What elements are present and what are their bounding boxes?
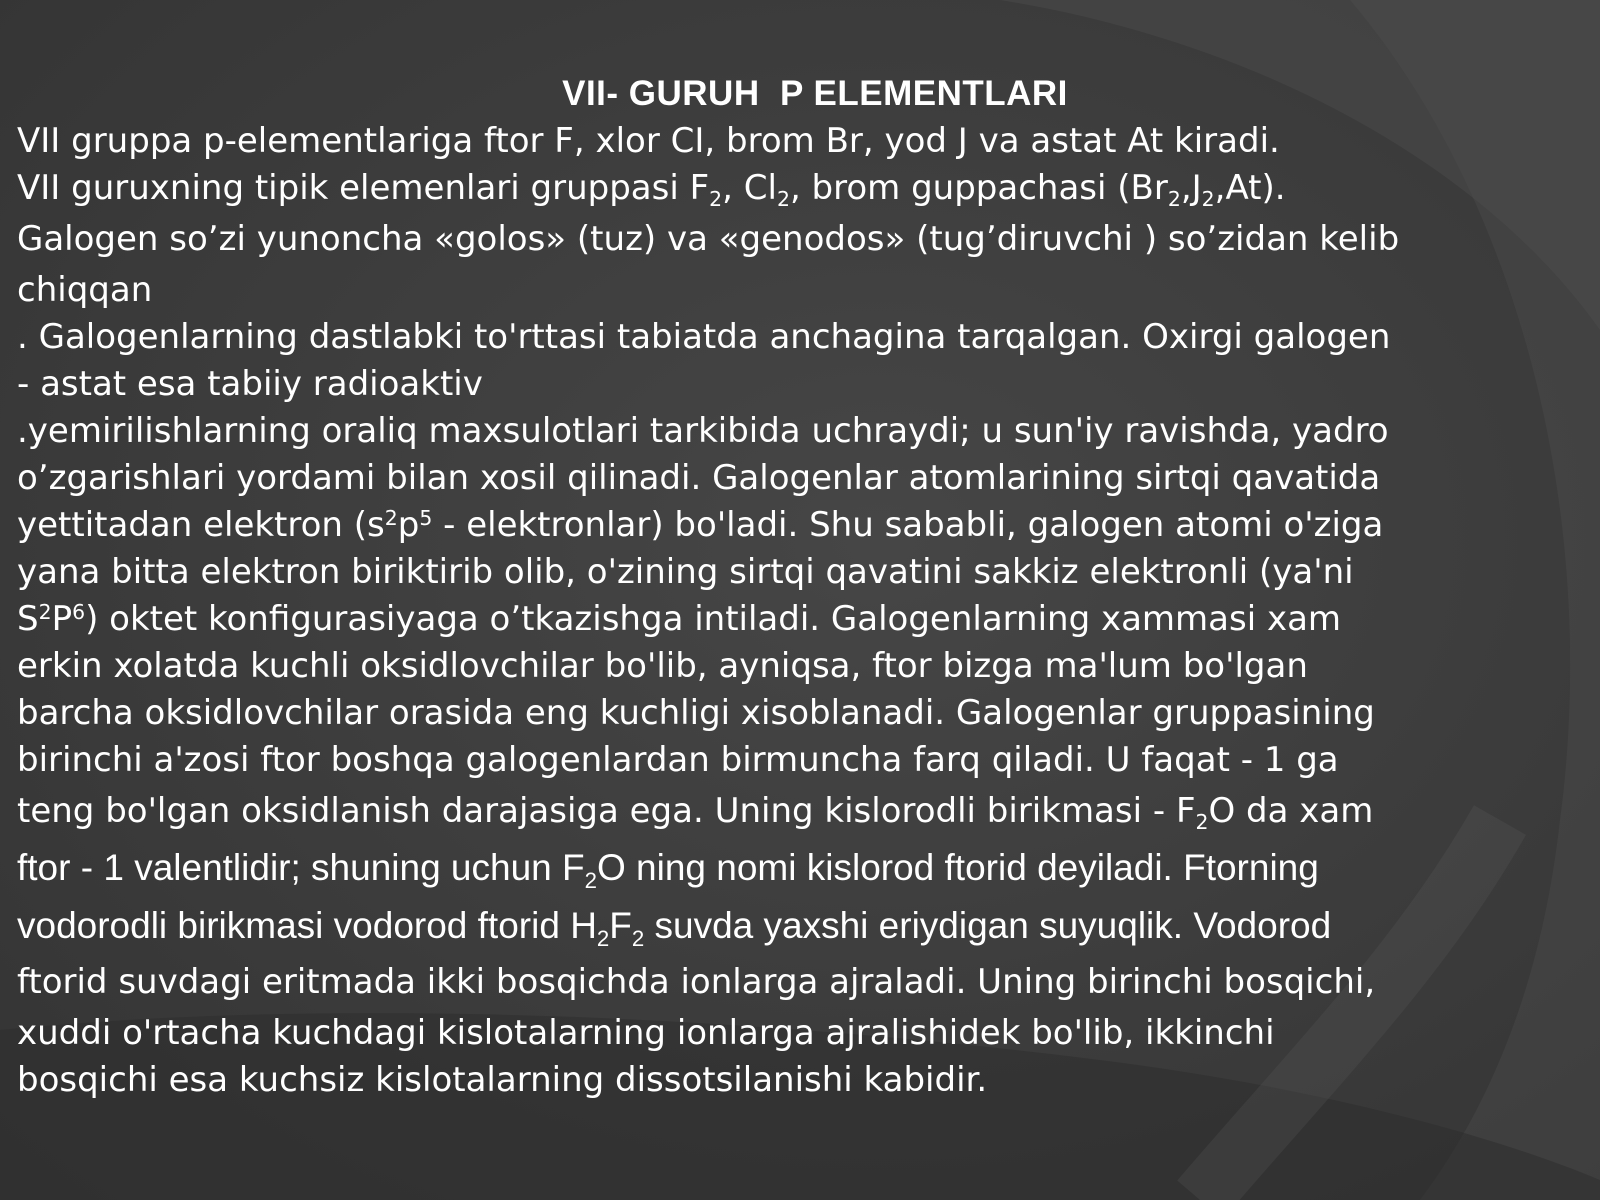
text-line: . Galogenlarning dastlabki to'rttasi tabiatda anchagina tarqalgan. Oxirgi galogen <box>17 317 1391 357</box>
text-line: vodorodli birikmasi vodorod ftorid $H_2F_2$ suvda yaxshi eriydigan suyuqlik. Vodorod <box>17 905 1332 951</box>
text-line: VII gruppa p-elementlariga ftor F, xlor CI, brom Br, yod J va astat At kiradi. <box>17 121 1280 161</box>
text-line: VII guruxning tipik elemenlari gruppasi $F_2$, $Cl_2$, brom guppachasi $(Br_2,J_2,At)$. <box>17 168 1286 212</box>
text-line: barcha oksidlovchilar orasida eng kuchligi xisoblanadi. Galogenlar gruppasining <box>17 693 1375 733</box>
text-line: ftor - 1 valentlidir; shuning uchun $F_2O$ ning nomi kislorod ftorid deyiladi. Ftorning <box>17 847 1319 893</box>
text-line: erkin xolatda kuchli oksidlovchilar bo'lib, ayniqsa, ftor bizga ma'lum bo'lgan <box>17 646 1308 686</box>
text-line: $S^2P^6$) oktet konfigurasiyaga o’tkazishga intiladi. Galogenlarning xammasi xam <box>17 599 1342 639</box>
text-line: yettitadan elektron ($s^2p^5$ - elektronlar) bo'ladi. Shu sababli, galogen atomi o'ziga <box>17 505 1384 545</box>
text-line: .yemirilishlarning oraliq maxsulotlari tarkibida uchraydi; u sun'iy ravishda, yadro <box>17 411 1389 451</box>
slide-body-text <box>17 118 1587 1104</box>
text-line: xuddi o'rtacha kuchdagi kislotalarning ionlarga ajralishidek bo'lib, ikkinchi <box>17 1013 1275 1053</box>
slide-title: VII- GURUH P ELEMENTLARI <box>562 74 1068 113</box>
text-line: bosqichi esa kuchsiz kislotalarning dissotsilanishi kabidir. <box>17 1060 988 1100</box>
text-line: ftorid suvdagi eritmada ikki bosqichda ionlarga ajraladi. Uning birinchi bosqichi, <box>17 962 1376 1002</box>
text-line: - astat esa tabiiy radioaktiv <box>17 364 483 404</box>
text-line: chiqqan <box>17 270 153 310</box>
text-line: Galogen so’zi yunoncha «golos» (tuz) va «genodos» (tug’diruvchi ) so’zidan kelib <box>17 219 1400 259</box>
text-line: birinchi a'zosi ftor boshqa galogenlardan birmuncha farq qiladi. U faqat - 1 ga <box>17 740 1339 780</box>
text-line: teng bo'lgan oksidlanish darajasiga ega. Uning kislorodli birikmasi - $F_2O$ da xam <box>17 791 1374 835</box>
text-line: o’zgarishlari yordami bilan xosil qilinadi. Galogenlar atomlarining sirtqi qavatida <box>17 458 1381 498</box>
text-line: yana bitta elektron biriktirib olib, o'zining sirtqi qavatini sakkiz elektronli (ya'ni <box>17 552 1354 592</box>
